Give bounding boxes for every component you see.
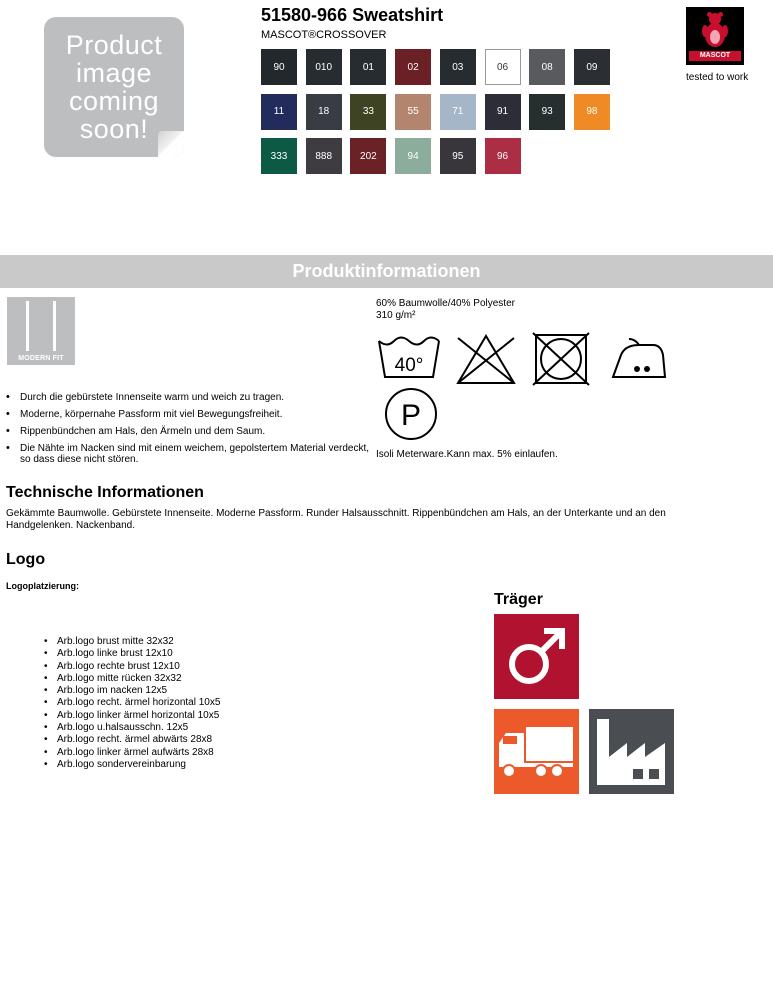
color-swatch[interactable]: 06: [485, 49, 521, 85]
color-swatch[interactable]: 94: [395, 138, 431, 174]
factory-icon: [589, 709, 674, 794]
color-swatch[interactable]: 55: [395, 94, 431, 130]
tech-info-text: Gekämmte Baumwolle. Gebürstete Innenseite. Moderne Passform. Runder Halsausschnitt. Rippenbündchen am Hals, an der Unterkante und an den Handgelenken. Nackenband.: [6, 508, 666, 531]
product-image-placeholder: [44, 17, 184, 157]
dry-clean-letter: P: [400, 399, 422, 432]
transport-tile: [494, 709, 579, 794]
color-swatch[interactable]: 96: [485, 138, 521, 174]
logo-placement-item: • Arb.logo recht. ärmel abwärts 28x8: [40, 734, 220, 746]
color-swatch[interactable]: 33: [350, 94, 386, 130]
color-swatch[interactable]: 71: [440, 94, 476, 130]
wash-temp-text: 40°: [394, 355, 424, 376]
logo-heading: Logo: [6, 551, 46, 568]
mascot-logo: [686, 7, 744, 65]
color-swatch[interactable]: 09: [574, 49, 610, 85]
logo-placement-item: • Arb.logo linker ärmel horizontal 10x5: [40, 710, 220, 722]
iron-medium-icon: [609, 333, 667, 385]
no-bleach-icon: [455, 333, 517, 385]
color-swatch[interactable]: 18: [306, 94, 342, 130]
logo-placement-label: Logoplatzierung:: [6, 581, 79, 591]
material-weight: 310 g/m²: [376, 310, 416, 321]
logo-placement-item: • Arb.logo mitte rücken 32x32: [40, 673, 220, 685]
color-swatch[interactable]: 333: [261, 138, 297, 174]
logo-placement-item: • Arb.logo sondervereinbarung: [40, 759, 220, 771]
feature-list: [6, 392, 376, 471]
logo-placement-item: • Arb.logo u.halsausschn. 12x5: [40, 722, 220, 734]
feature-item: • Die Nähte im Nacken sind mit einem weichem, gepolstertem Material verdeckt, so dass diese nicht stören.: [6, 443, 376, 465]
color-swatch[interactable]: 01: [350, 49, 386, 85]
color-swatch[interactable]: 02: [395, 49, 431, 85]
color-swatch[interactable]: 010: [306, 49, 342, 85]
bear-icon: [698, 11, 732, 51]
color-swatch[interactable]: 98: [574, 94, 610, 130]
logo-placement-item: • Arb.logo linke brust 12x10: [40, 648, 220, 660]
modern-fit-icon: [7, 297, 75, 365]
brand-tagline: tested to work: [686, 72, 749, 83]
wash-40-icon: [377, 333, 442, 385]
no-tumble-dry-icon: [531, 331, 591, 387]
feature-item: • Durch die gebürstete Innenseite warm und weich zu tragen.: [6, 392, 376, 403]
logo-placement-item: • Arb.logo recht. ärmel horizontal 10x5: [40, 697, 220, 709]
logo-placement-item: • Arb.logo rechte brust 12x10: [40, 661, 220, 673]
logo-placement-item: • Arb.logo im nacken 12x5: [40, 685, 220, 697]
dry-clean-p-icon: [383, 387, 439, 443]
logo-placement-item: • Arb.logo brust mitte 32x32: [40, 636, 220, 648]
male-icon: [494, 614, 579, 699]
tech-info-heading: Technische Informationen: [6, 484, 204, 501]
section-banner-product-info: Produktinformationen: [0, 255, 773, 288]
placeholder-text: Product image coming soon!: [65, 30, 163, 144]
color-swatch[interactable]: 91: [485, 94, 521, 130]
color-swatch[interactable]: 202: [350, 138, 386, 174]
color-swatch[interactable]: 95: [440, 138, 476, 174]
page-curl-icon: [158, 131, 184, 157]
mascot-logo-word: MASCOT: [689, 51, 741, 61]
color-swatch[interactable]: 11: [261, 94, 297, 130]
feature-item: • Moderne, körpernahe Passform mit viel Bewegungsfreiheit.: [6, 409, 376, 420]
color-swatch[interactable]: 90: [261, 49, 297, 85]
color-swatch[interactable]: 08: [529, 49, 565, 85]
feature-item: • Rippenbündchen am Hals, den Ärmeln und dem Saum.: [6, 426, 376, 437]
logo-placement-list: [40, 636, 220, 771]
material-info: [376, 298, 515, 322]
product-title: 51580-966 Sweatshirt: [261, 5, 444, 25]
truck-icon: [494, 709, 579, 794]
male-wearer-tile: [494, 614, 579, 699]
color-swatch[interactable]: 03: [440, 49, 476, 85]
care-note: Isoli Meterware.Kann max. 5% einlaufen.: [376, 449, 558, 460]
wearer-heading: Träger: [494, 591, 543, 608]
industry-tile: [589, 709, 674, 794]
logo-placement-item: • Arb.logo linker ärmel aufwärts 28x8: [40, 747, 220, 759]
material-composition: 60% Baumwolle/40% Polyester: [376, 298, 515, 309]
color-swatch[interactable]: 888: [306, 138, 342, 174]
color-swatch[interactable]: 93: [529, 94, 565, 130]
product-collection: MASCOT®CROSSOVER: [261, 29, 387, 41]
modern-fit-label: MODERN FIT: [18, 355, 64, 362]
